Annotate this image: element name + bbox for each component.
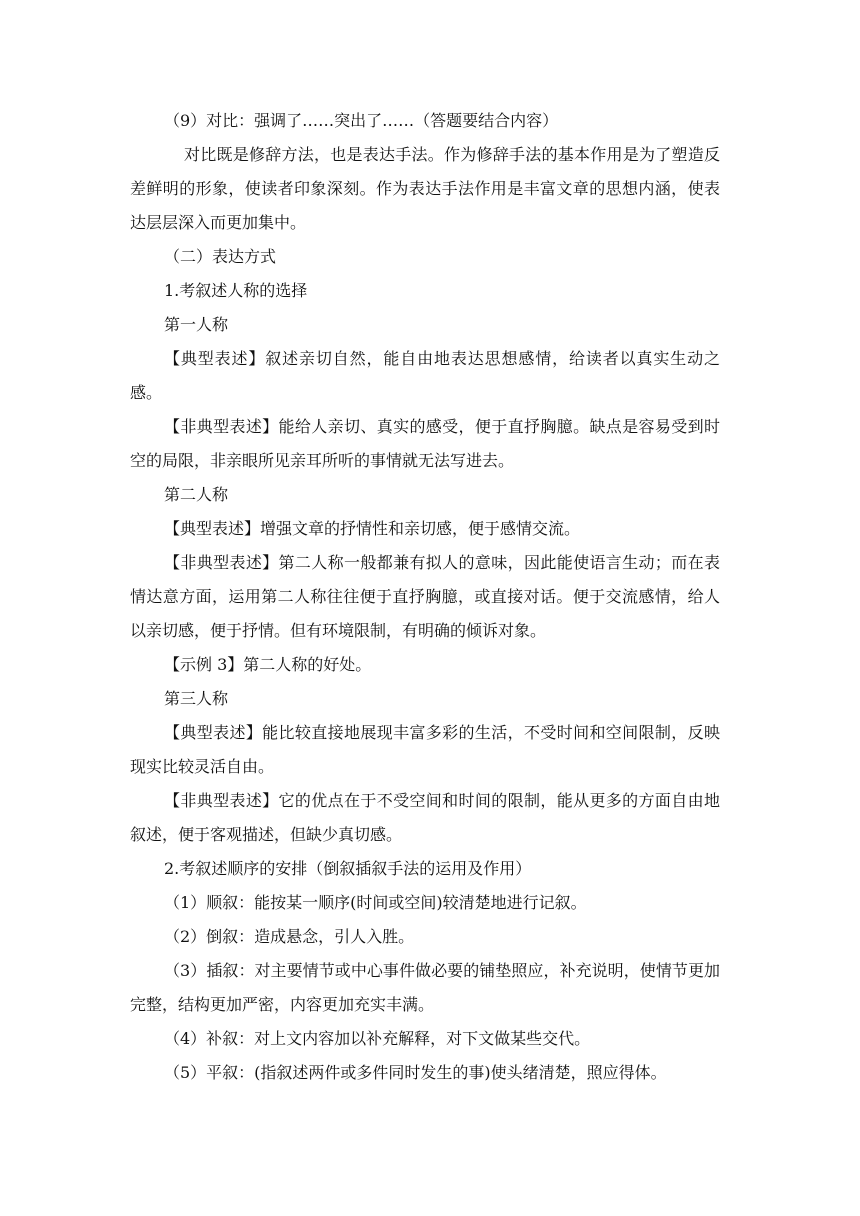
subheading-narrative-person: 1.考叙述人称的选择: [164, 281, 308, 300]
list-item-supplement: （4）补叙：对上文内容加以补充解释，对下文做某些交代。: [164, 1029, 591, 1048]
list-item-interpolation: （3）插叙：对主要情节或中心事件做必要的铺垫照应，补充说明，使情节更加完整，结构更加严密，内容更加充实丰满。: [130, 961, 720, 1014]
section-heading-expression: （二）表达方式: [164, 247, 277, 266]
list-item-flashback: （2）倒叙：造成悬念，引人入胜。: [164, 927, 415, 946]
paragraph-second-person-typical: 【典型表述】增强文章的抒情性和亲切感，便于感情交流。: [164, 519, 581, 538]
paragraph-second-person-atypical: 【非典型表述】第二人称一般都兼有拟人的意味，因此能使语言生动；而在表情达意方面，运用第二人称往往便于直抒胸臆，或直接对话。便于交流感情，给人以亲切感，便于抒情。但有环境限制，有明确的倾诉对象。: [130, 553, 720, 640]
paragraph-third-person-atypical: 【非典型表述】它的优点在于不受空间和时间的限制，能从更多的方面自由地叙述，便于客观描述，但缺少真切感。: [130, 791, 720, 844]
document-body: [130, 104, 720, 1090]
list-item-parallel: （5）平叙：(指叙述两件或多件同时发生的事)使头绪清楚，照应得体。: [164, 1063, 667, 1082]
paragraph-first-person-typical: 【典型表述】叙述亲切自然，能自由地表达思想感情，给读者以真实生动之感。: [130, 349, 720, 402]
paragraph-contrast-explanation: 对比既是修辞方法，也是表达手法。作为修辞手法的基本作用是为了塑造反差鲜明的形象，使读者印象深刻。作为表达手法作用是丰富文章的思想内涵，使表达层层深入而更加集中。: [130, 145, 720, 232]
subheading-narrative-order: 2.考叙述顺序的安排（倒叙插叙手法的运用及作用）: [164, 859, 532, 878]
heading-third-person: 第三人称: [164, 689, 229, 708]
list-item-chronological: （1）顺叙：能按某一顺序(时间或空间)较清楚地进行记叙。: [164, 893, 587, 912]
paragraph-third-person-typical: 【典型表述】能比较直接地展现丰富多彩的生活，不受时间和空间限制，反映现实比较灵活自由。: [130, 723, 720, 776]
paragraph-first-person-atypical: 【非典型表述】能给人亲切、真实的感受，便于直抒胸臆。缺点是容易受到时空的局限，非亲眼所见亲耳所听的事情就无法写进去。: [130, 417, 720, 470]
paragraph-example-3: 【示例 3】第二人称的好处。: [164, 655, 372, 674]
heading-first-person: 第一人称: [164, 315, 229, 334]
heading-second-person: 第二人称: [164, 485, 229, 504]
paragraph-contrast-heading: （9）对比：强调了……突出了……（答题要结合内容）: [164, 111, 559, 130]
